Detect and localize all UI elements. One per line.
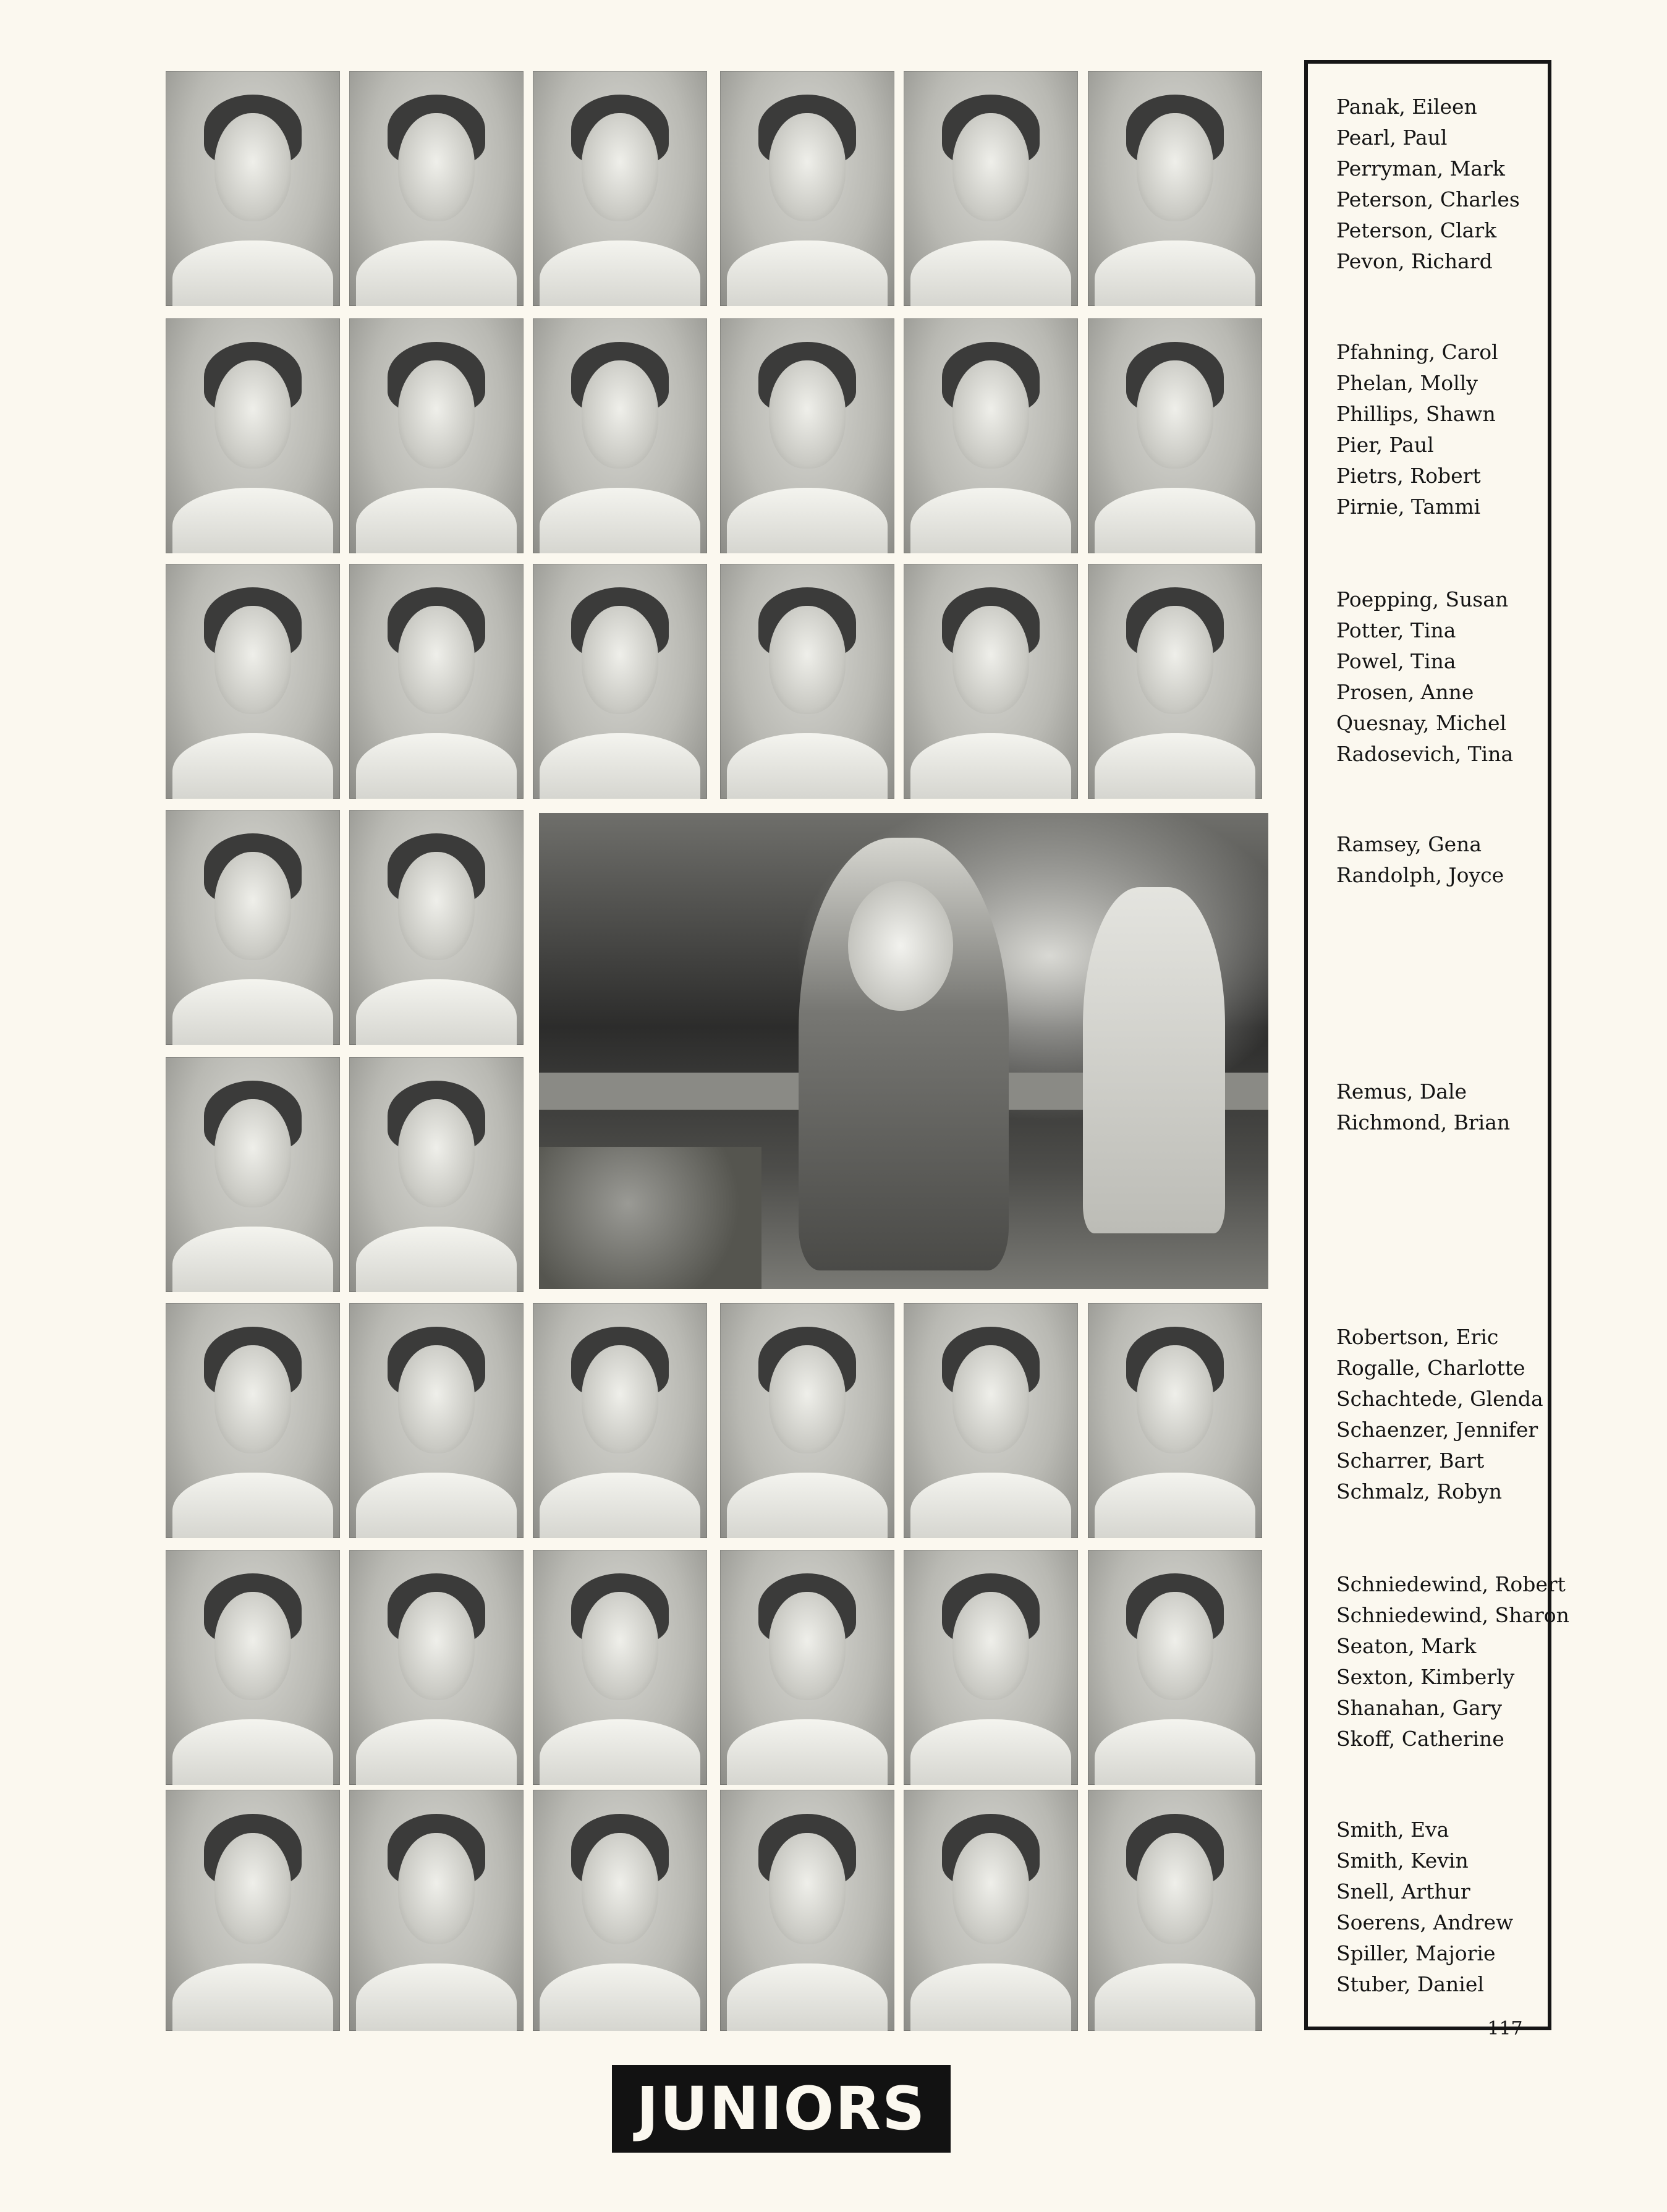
portrait-shoulders bbox=[727, 240, 887, 306]
student-name: Ramsey, Gena bbox=[1336, 832, 1482, 856]
student-name: Smith, Eva bbox=[1336, 1818, 1449, 1842]
candid-foliage bbox=[539, 1147, 761, 1289]
student-portrait bbox=[166, 810, 340, 1045]
portrait-shoulders bbox=[1095, 1473, 1255, 1538]
portrait-shoulders bbox=[356, 240, 516, 306]
student-name: Robertson, Eric bbox=[1336, 1325, 1499, 1349]
portrait-shoulders bbox=[910, 1719, 1071, 1785]
student-portrait bbox=[533, 1550, 707, 1785]
portrait-shoulders bbox=[356, 1473, 516, 1538]
student-portrait bbox=[349, 810, 524, 1045]
student-name: Perryman, Mark bbox=[1336, 156, 1505, 181]
name-group bbox=[1336, 1814, 1550, 2000]
student-portrait bbox=[533, 564, 707, 799]
portrait-head bbox=[214, 1592, 291, 1700]
student-name: Shanahan, Gary bbox=[1336, 1696, 1503, 1720]
student-portrait bbox=[166, 564, 340, 799]
student-name: Radosevich, Tina bbox=[1336, 742, 1514, 766]
student-name: Pearl, Paul bbox=[1336, 125, 1448, 150]
portrait-shoulders bbox=[540, 1963, 700, 2031]
student-name: Skoff, Catherine bbox=[1336, 1727, 1504, 1751]
portrait-head bbox=[398, 1592, 475, 1700]
name-group bbox=[1336, 1569, 1569, 1755]
student-name: Sexton, Kimberly bbox=[1336, 1665, 1515, 1689]
portrait-head bbox=[582, 606, 658, 714]
student-name: Peterson, Clark bbox=[1336, 218, 1497, 242]
candid-student-face bbox=[848, 881, 953, 1011]
portrait-head bbox=[214, 852, 291, 960]
student-name: Potter, Tina bbox=[1336, 618, 1456, 642]
portrait-head bbox=[582, 360, 658, 469]
portrait-head bbox=[582, 113, 658, 221]
name-panel bbox=[1304, 60, 1569, 2030]
portrait-head bbox=[769, 1833, 846, 1944]
student-name: Schmalz, Robyn bbox=[1336, 1479, 1502, 1504]
portrait-head bbox=[952, 1345, 1029, 1453]
student-name: Stuber, Daniel bbox=[1336, 1972, 1484, 1996]
portrait-head bbox=[582, 1833, 658, 1944]
portrait-shoulders bbox=[910, 1963, 1071, 2031]
student-portrait bbox=[533, 1303, 707, 1538]
name-group bbox=[1336, 337, 1550, 522]
student-name: Rogalle, Charlotte bbox=[1336, 1356, 1525, 1380]
portrait-head bbox=[769, 113, 846, 221]
student-portrait bbox=[166, 1790, 340, 2031]
portrait-head bbox=[582, 1592, 658, 1700]
portrait-head bbox=[1137, 113, 1213, 221]
name-group bbox=[1336, 584, 1550, 770]
portrait-head bbox=[952, 606, 1029, 714]
portrait-shoulders bbox=[540, 1473, 700, 1538]
portrait-shoulders bbox=[727, 733, 887, 799]
student-name: Pfahning, Carol bbox=[1336, 340, 1498, 364]
student-portrait bbox=[349, 1790, 524, 2031]
portrait-shoulders bbox=[540, 488, 700, 553]
portrait-head bbox=[214, 113, 291, 221]
student-name: Pietrs, Robert bbox=[1336, 464, 1481, 488]
portrait-head bbox=[952, 360, 1029, 469]
portrait-shoulders bbox=[172, 1963, 333, 2031]
student-portrait bbox=[1088, 1303, 1262, 1538]
portrait-head bbox=[1137, 1592, 1213, 1700]
student-name: Scharrer, Bart bbox=[1336, 1448, 1485, 1473]
name-group bbox=[1336, 1322, 1550, 1507]
student-portrait bbox=[349, 1057, 524, 1292]
portrait-head bbox=[398, 606, 475, 714]
student-name: Remus, Dale bbox=[1336, 1079, 1467, 1104]
student-portrait bbox=[166, 71, 340, 306]
student-name: Smith, Kevin bbox=[1336, 1848, 1469, 1873]
portrait-head bbox=[769, 1345, 846, 1453]
portrait-shoulders bbox=[727, 1719, 887, 1785]
portrait-head bbox=[398, 852, 475, 960]
page-number: 117 bbox=[1487, 2018, 1523, 2040]
portrait-head bbox=[398, 1099, 475, 1207]
portrait-head bbox=[1137, 1833, 1213, 1944]
student-portrait bbox=[720, 1303, 894, 1538]
candid-background-person bbox=[1083, 887, 1225, 1233]
student-portrait bbox=[349, 1550, 524, 1785]
portrait-shoulders bbox=[910, 240, 1071, 306]
name-group bbox=[1336, 829, 1550, 891]
portrait-shoulders bbox=[356, 1227, 516, 1292]
portrait-shoulders bbox=[910, 733, 1071, 799]
portrait-shoulders bbox=[727, 1963, 887, 2031]
portrait-head bbox=[952, 1833, 1029, 1944]
student-portrait bbox=[166, 1057, 340, 1292]
student-name: Randolph, Joyce bbox=[1336, 863, 1504, 887]
student-portrait bbox=[720, 564, 894, 799]
student-name: Quesnay, Michel bbox=[1336, 711, 1507, 735]
student-portrait bbox=[349, 1303, 524, 1538]
student-portrait bbox=[904, 71, 1078, 306]
portrait-head bbox=[398, 1833, 475, 1944]
student-name: Schniedewind, Sharon bbox=[1336, 1603, 1569, 1627]
portrait-head bbox=[214, 360, 291, 469]
portrait-shoulders bbox=[172, 240, 333, 306]
portrait-head bbox=[398, 113, 475, 221]
student-name: Peterson, Charles bbox=[1336, 187, 1520, 211]
student-name: Phelan, Molly bbox=[1336, 371, 1478, 395]
student-portrait bbox=[720, 1790, 894, 2031]
portrait-shoulders bbox=[172, 979, 333, 1045]
candid-photo bbox=[539, 813, 1268, 1289]
student-portrait bbox=[1088, 318, 1262, 553]
portrait-shoulders bbox=[540, 733, 700, 799]
portrait-shoulders bbox=[540, 1719, 700, 1785]
student-portrait bbox=[904, 1790, 1078, 2031]
student-portrait bbox=[904, 318, 1078, 553]
portrait-head bbox=[214, 1345, 291, 1453]
student-name: Pevon, Richard bbox=[1336, 249, 1493, 273]
portrait-head bbox=[582, 1345, 658, 1453]
student-name: Powel, Tina bbox=[1336, 649, 1456, 673]
student-name: Snell, Arthur bbox=[1336, 1879, 1470, 1904]
portrait-head bbox=[769, 360, 846, 469]
student-portrait bbox=[1088, 1550, 1262, 1785]
portrait-head bbox=[769, 1592, 846, 1700]
portrait-head bbox=[1137, 606, 1213, 714]
student-portrait bbox=[533, 318, 707, 553]
student-name: Seaton, Mark bbox=[1336, 1634, 1477, 1658]
portrait-shoulders bbox=[540, 240, 700, 306]
section-banner bbox=[612, 2065, 951, 2153]
name-group bbox=[1336, 1076, 1550, 1138]
portrait-shoulders bbox=[356, 488, 516, 553]
student-name: Richmond, Brian bbox=[1336, 1110, 1511, 1134]
portrait-shoulders bbox=[727, 1473, 887, 1538]
student-name: Pirnie, Tammi bbox=[1336, 495, 1481, 519]
portrait-shoulders bbox=[1095, 240, 1255, 306]
student-name: Schniedewind, Robert bbox=[1336, 1572, 1566, 1596]
portrait-shoulders bbox=[727, 488, 887, 553]
student-name: Pier, Paul bbox=[1336, 433, 1434, 457]
student-portrait bbox=[904, 564, 1078, 799]
portrait-shoulders bbox=[910, 1473, 1071, 1538]
student-portrait bbox=[1088, 1790, 1262, 2031]
section-title: JUNIORS bbox=[636, 2074, 927, 2143]
portrait-shoulders bbox=[172, 733, 333, 799]
student-portrait bbox=[533, 1790, 707, 2031]
student-portrait bbox=[904, 1303, 1078, 1538]
portrait-shoulders bbox=[1095, 1963, 1255, 2031]
portrait-shoulders bbox=[172, 1473, 333, 1538]
portrait-head bbox=[952, 1592, 1029, 1700]
portrait-shoulders bbox=[356, 979, 516, 1045]
student-portrait bbox=[166, 1550, 340, 1785]
portrait-shoulders bbox=[172, 488, 333, 553]
student-name: Schaenzer, Jennifer bbox=[1336, 1418, 1538, 1442]
portrait-shoulders bbox=[1095, 488, 1255, 553]
portrait-head bbox=[398, 1345, 475, 1453]
student-portrait bbox=[533, 71, 707, 306]
portrait-head bbox=[769, 606, 846, 714]
portrait-head bbox=[1137, 360, 1213, 469]
student-portrait bbox=[349, 318, 524, 553]
portrait-shoulders bbox=[356, 1719, 516, 1785]
portrait-shoulders bbox=[356, 733, 516, 799]
student-name: Prosen, Anne bbox=[1336, 680, 1474, 704]
portrait-head bbox=[214, 606, 291, 714]
student-name: Spiller, Majorie bbox=[1336, 1941, 1496, 1965]
student-name: Schachtede, Glenda bbox=[1336, 1387, 1543, 1411]
portrait-head bbox=[1137, 1345, 1213, 1453]
student-portrait bbox=[349, 71, 524, 306]
portrait-shoulders bbox=[910, 488, 1071, 553]
student-portrait bbox=[349, 564, 524, 799]
student-portrait bbox=[720, 71, 894, 306]
student-portrait bbox=[720, 318, 894, 553]
student-name: Panak, Eileen bbox=[1336, 95, 1477, 119]
portrait-head bbox=[952, 113, 1029, 221]
student-name: Phillips, Shawn bbox=[1336, 402, 1496, 426]
portrait-head bbox=[214, 1099, 291, 1207]
portrait-shoulders bbox=[172, 1719, 333, 1785]
student-portrait bbox=[166, 318, 340, 553]
student-portrait bbox=[1088, 71, 1262, 306]
portrait-shoulders bbox=[172, 1227, 333, 1292]
student-portrait bbox=[720, 1550, 894, 1785]
portrait-shoulders bbox=[1095, 733, 1255, 799]
name-group bbox=[1336, 91, 1550, 277]
portrait-shoulders bbox=[1095, 1719, 1255, 1785]
student-portrait bbox=[1088, 564, 1262, 799]
student-name: Poepping, Susan bbox=[1336, 587, 1509, 611]
portrait-shoulders bbox=[356, 1963, 516, 2031]
student-portrait bbox=[904, 1550, 1078, 1785]
portrait-head bbox=[398, 360, 475, 469]
student-portrait bbox=[166, 1303, 340, 1538]
portrait-head bbox=[214, 1833, 291, 1944]
student-name: Soerens, Andrew bbox=[1336, 1910, 1514, 1934]
